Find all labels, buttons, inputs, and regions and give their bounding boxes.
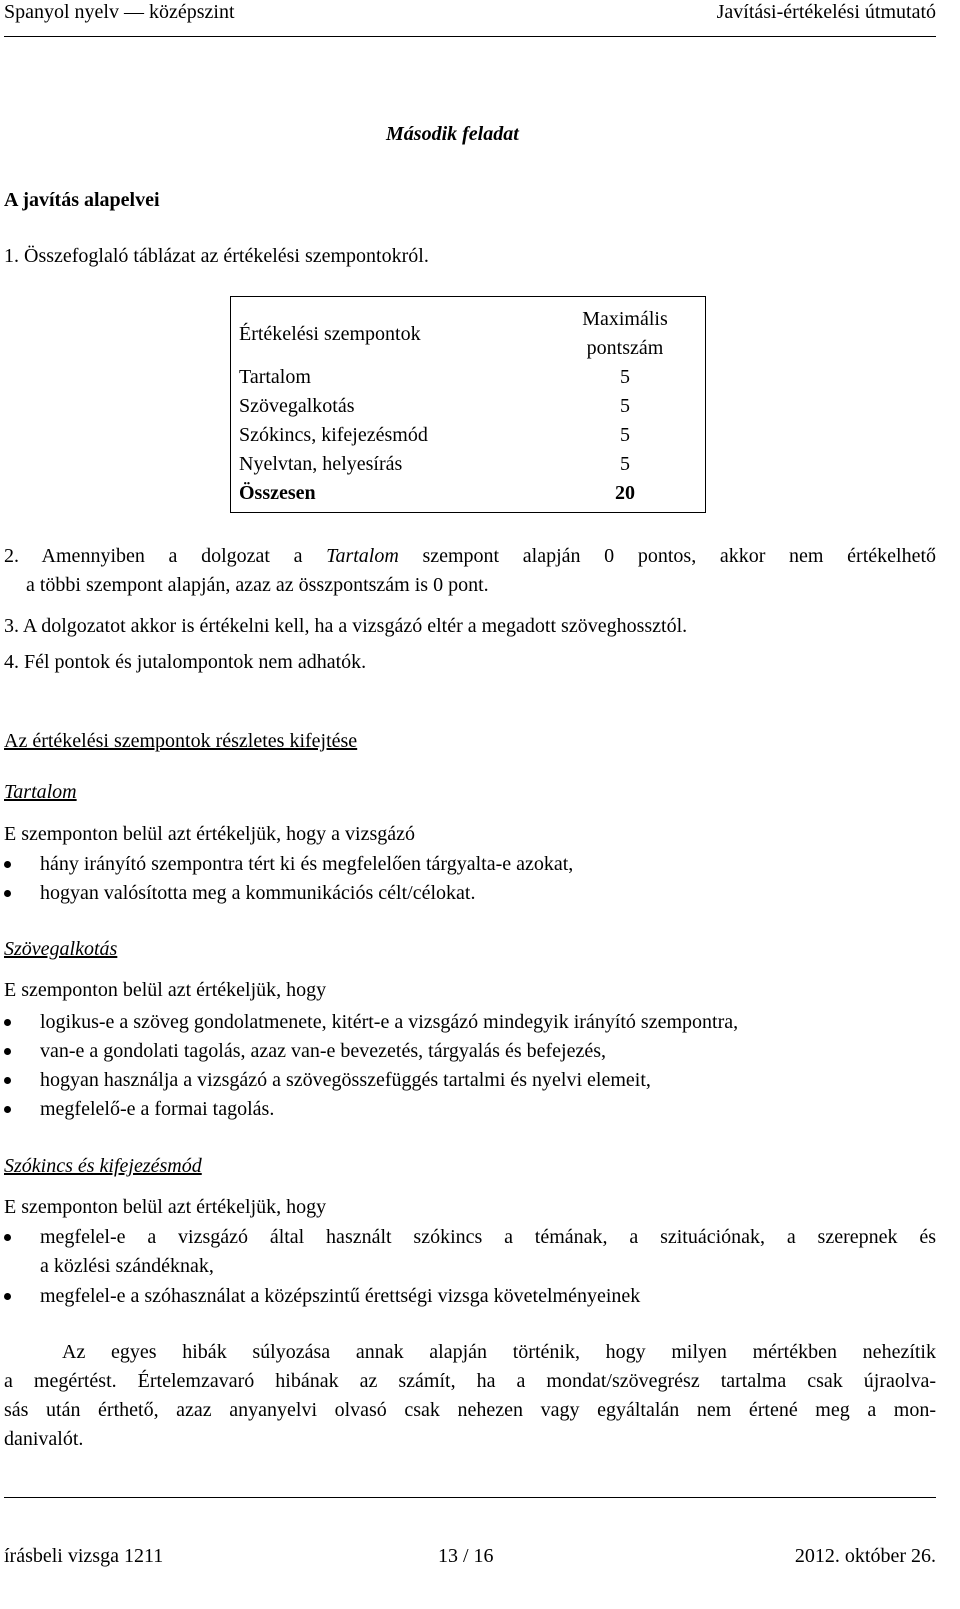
paragraph-2-line1 [4,542,936,571]
table-row-points: 5 [620,395,630,417]
list-item-text: megfelel-e a vizsgázó által használt szókincs a témának, a szituációnak, a szerepnek és [40,1226,936,1248]
list-item [40,879,475,908]
table-total-label: Összesen [239,482,316,504]
footer-rule [4,1497,936,1498]
table-row-label: Nyelvtan, helyesírás [239,453,403,475]
table-header-points-line1: Maximális [582,308,668,330]
list-item [40,1223,936,1281]
table-row [231,363,706,392]
list-item-text: hogyan használja a vizsgázó a szövegösszefüggés tartalmi és nyelvi elemeit, [40,1069,651,1091]
paragraph-2-a: 2. Amennyiben a dolgozat a [4,545,327,567]
paragraph-4: 4. Fél pontok és jutalompontok nem adhatók. [4,651,367,673]
closing-line4: danivalót. [4,1428,84,1450]
closing-line3: sás után érthető, azaz anyanyelvi olvasó csak nehezen vagy egyáltalán nem értené meg a mon- [4,1399,936,1421]
szokincs-intro: E szemponton belül azt értékeljük, hogy [4,1196,327,1218]
paragraph-2-tartalom: Tartalom [326,545,399,567]
closing-line2: a megértést. Értelemzavaró hibának az számít, ha a mondat/szövegrész tartalma csak újraolva- [4,1370,936,1392]
header-left: Spanyol nyelv — középszint [4,1,235,23]
table-row-label: Szövegalkotás [239,395,355,417]
criteria-table [230,296,706,513]
page-title: Második feladat [386,123,519,145]
list-item-text: megfelelő-e a formai tagolás. [40,1098,275,1120]
szovegalkotas-title: Szövegalkotás [4,938,118,960]
footer-center: 13 / 16 [438,1545,494,1567]
table-row [231,421,706,450]
bullet-icon [4,1106,11,1113]
table-row [231,450,706,479]
footer-left: írásbeli vizsga 1211 [4,1545,164,1567]
list-item-text: logikus-e a szöveg gondolatmenete, kitért-e a vizsgázó mindegyik irányító szempontra, [40,1011,739,1033]
list-item-text-cont: a közlési szándéknak, [40,1255,214,1277]
bullet-icon [4,1019,11,1026]
list-item-text: hány irányító szempontra tért ki és megfelelően tárgyalta-e azokat, [40,853,574,875]
list-item-text: hogyan valósította meg a kommunikációs célt/célokat. [40,882,476,904]
table-total-points: 20 [615,482,635,504]
bullet-icon [4,1293,11,1300]
table-row-label: Szókincs, kifejezésmód [239,424,428,446]
list-item [40,1066,651,1095]
table-header-points-line2: pontszám [586,337,664,359]
list-item [40,1008,738,1037]
bullet-icon [4,1048,11,1055]
paragraph-2-c: szempont alapján 0 pontos, akkor nem értékelhető [398,545,936,567]
list-item [40,1095,274,1124]
table-row-points: 5 [620,366,630,388]
szovegalkotas-intro: E szemponton belül azt értékeljük, hogy [4,979,327,1001]
details-title: Az értékelési szempontok részletes kifejtése [4,730,358,752]
bullet-icon [4,1234,11,1241]
table-row [231,392,706,421]
paragraph-3: 3. A dolgozatot akkor is értékelni kell, ha a vizsgázó eltér a megadott szöveghossztól. [4,615,688,637]
bullet-icon [4,861,11,868]
table-row-points: 5 [620,424,630,446]
closing-line1: Az egyes hibák súlyozása annak alapján történik, hogy milyen mértékben nehezítik [62,1341,936,1363]
bullet-icon [4,1077,11,1084]
section-title: A javítás alapelvei [4,189,160,211]
table-row-points: 5 [620,453,630,475]
tartalom-intro: E szemponton belül azt értékeljük, hogy a vizsgázó [4,823,415,845]
table-header-criteria: Értékelési szempontok [239,322,421,345]
table-header-points [545,297,706,364]
list-item [40,850,573,879]
header-right: Javítási-értékelési útmutató [716,1,936,23]
paragraph-1: 1. Összefoglaló táblázat az értékelési szempontokról. [4,245,429,267]
header-rule [4,36,936,37]
footer-right: 2012. október 26. [794,1545,936,1567]
list-item [40,1282,640,1311]
tartalom-title: Tartalom [4,781,77,803]
table-row-label: Tartalom [239,366,311,388]
paragraph-2-line2: a többi szempont alapján, azaz az összpontszám is 0 pont. [26,574,489,596]
bullet-icon [4,890,11,897]
table-total-row [231,479,706,513]
list-item [40,1037,606,1066]
szokincs-title: Szókincs és kifejezésmód [4,1155,202,1177]
table-header-row [231,297,706,364]
list-item-text: megfelel-e a szóhasználat a középszintű érettségi vizsga követelményeinek [40,1285,641,1307]
list-item-text: van-e a gondolati tagolás, azaz van-e bevezetés, tárgyalás és befejezés, [40,1040,607,1062]
